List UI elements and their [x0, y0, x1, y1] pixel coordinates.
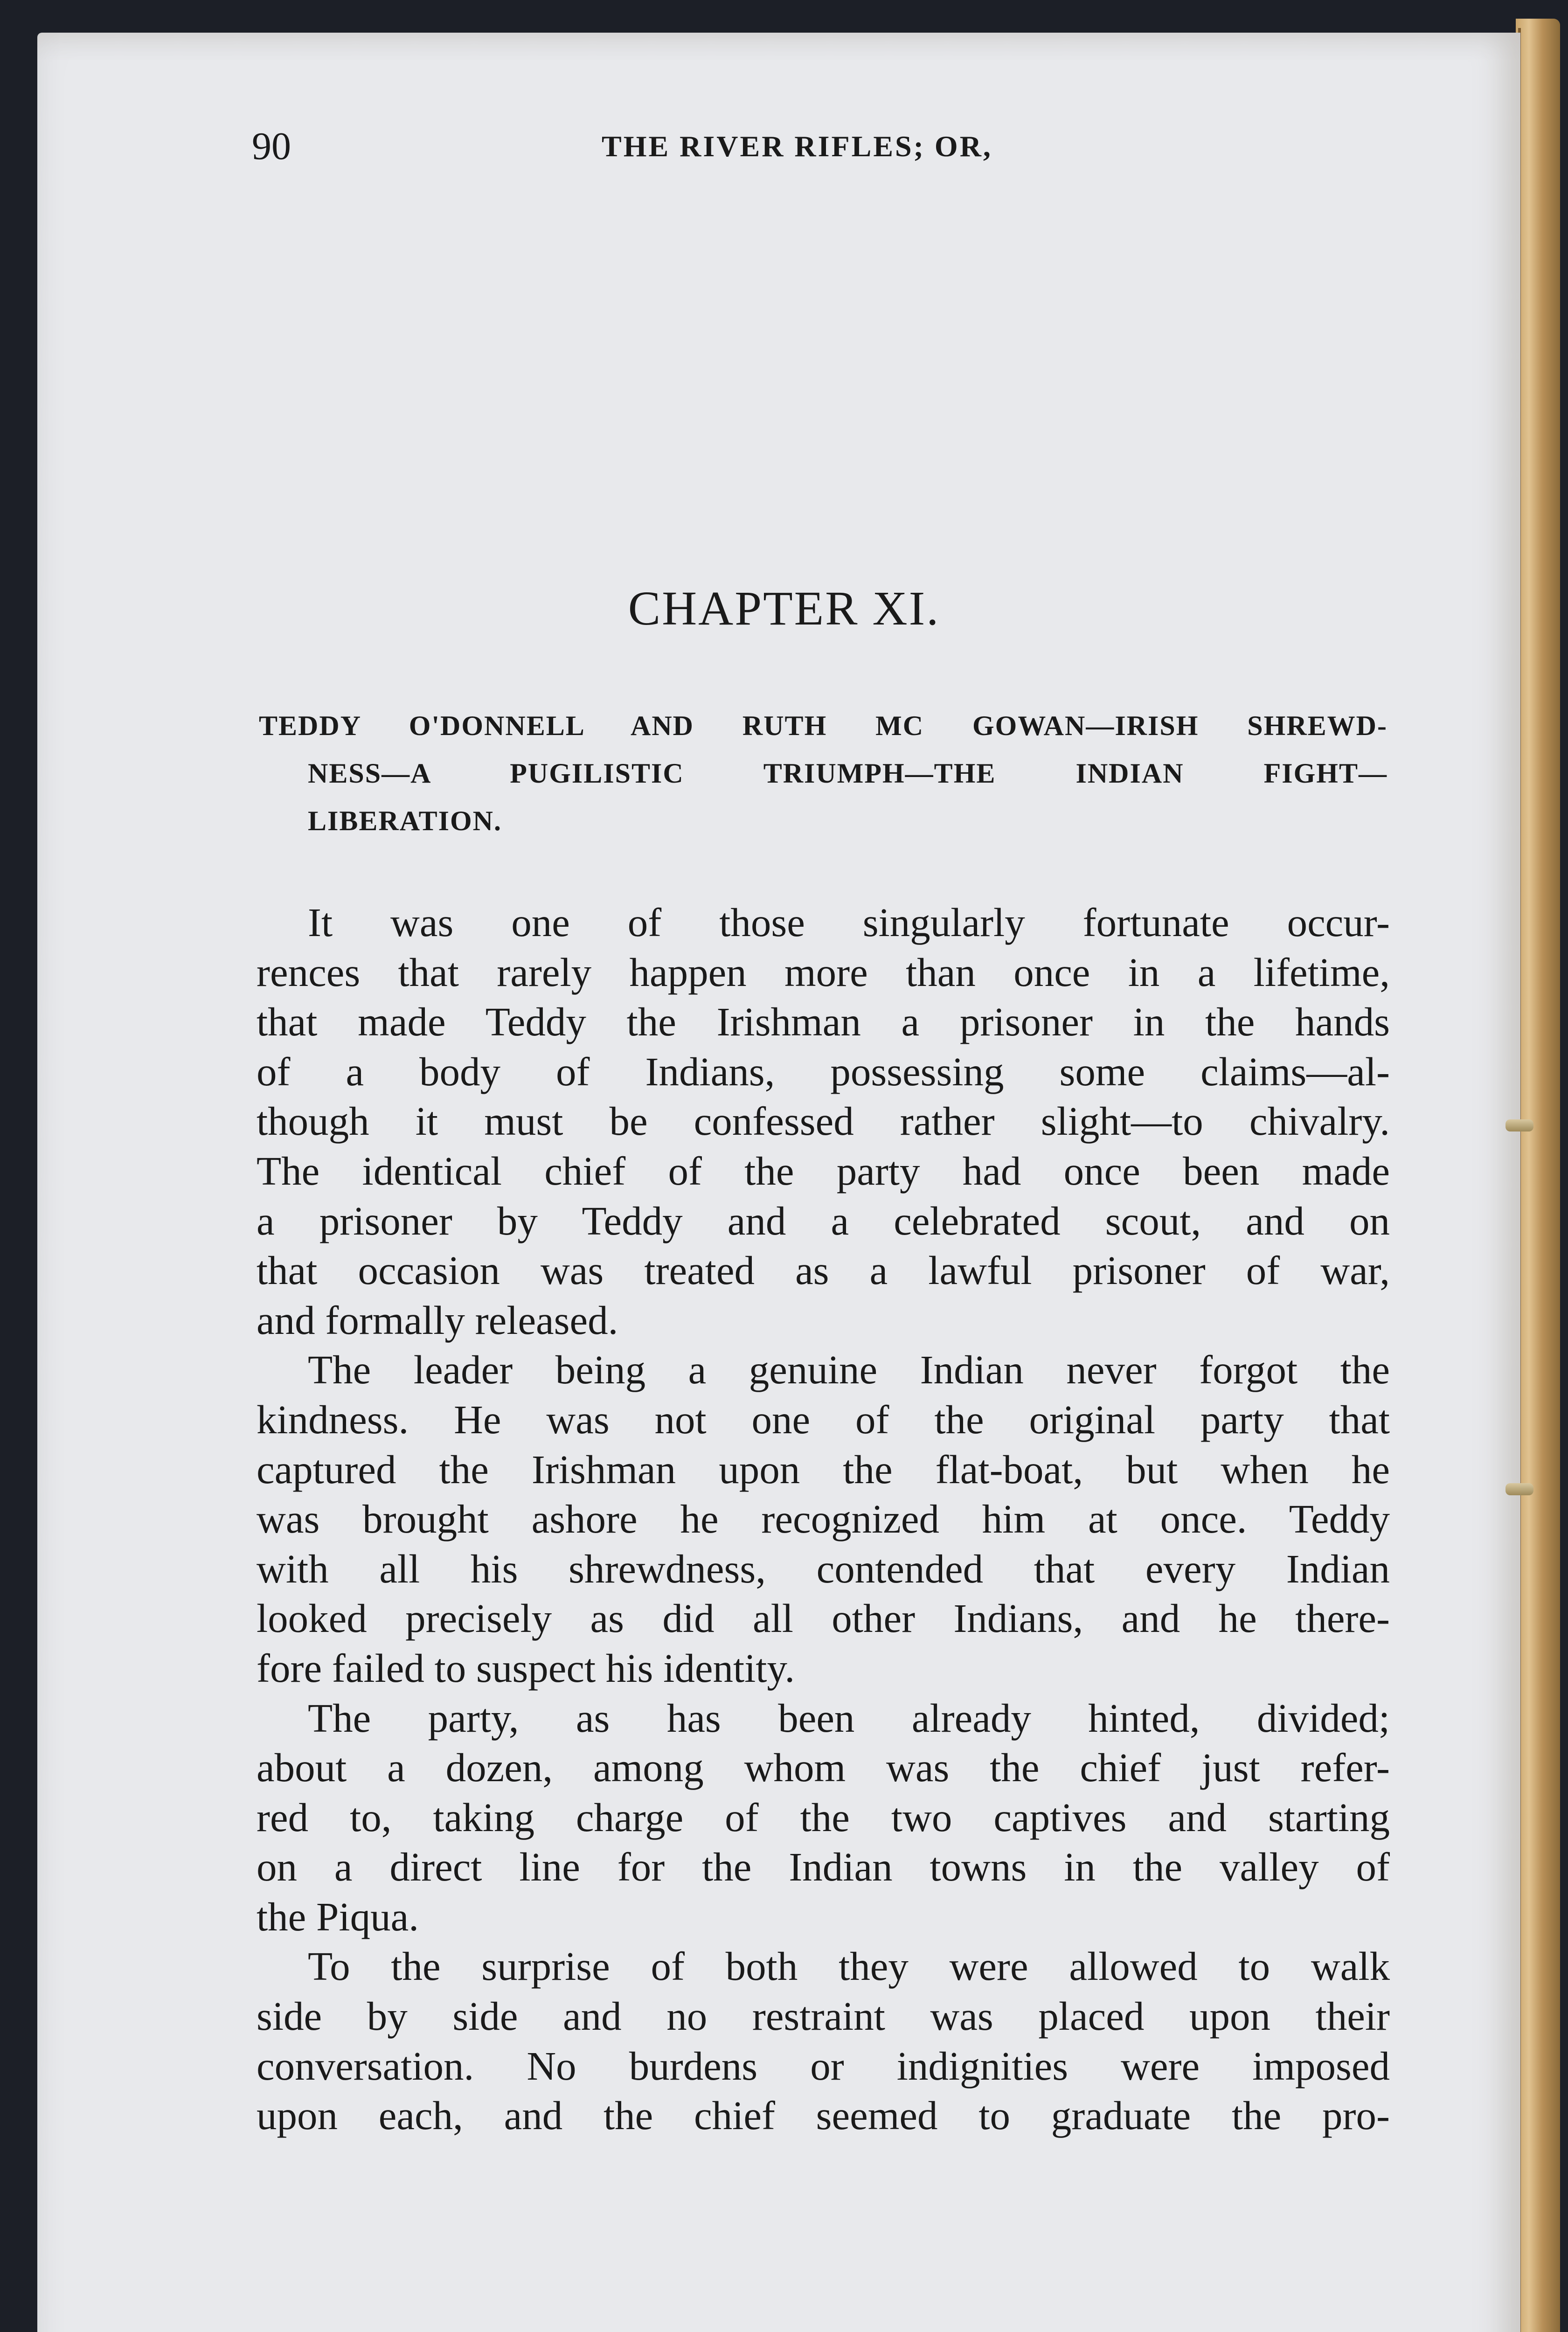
text-line: on a direct line for the Indian towns in the valley of: [257, 1844, 1390, 1890]
text-line: that occasion was treated as a lawful prisoner of war,: [257, 1248, 1390, 1293]
text-line: The party, as has been already hinted, divided;: [308, 1695, 1390, 1741]
text-line: kindness. He was not one of the original party that: [257, 1396, 1390, 1442]
text-line: of a body of Indians, possessing some claims—al-: [257, 1048, 1390, 1094]
synopsis-line: TEDDY O'DONNELL AND RUTH MC GOWAN—IRISH SHREWD-: [259, 710, 1388, 741]
text-line: about a dozen, among whom was the chief just refer-: [257, 1745, 1390, 1791]
text-line: red to, taking charge of the two captives and starting: [257, 1794, 1390, 1840]
text-line: upon each, and the chief seemed to graduate the pro-: [257, 2093, 1390, 2138]
text-line: that made Teddy the Irishman a prisoner in the hands: [257, 999, 1390, 1045]
text-line: and formally released.: [257, 1297, 618, 1343]
text-line: The identical chief of the party had once been made: [257, 1148, 1390, 1194]
binding-stitch: [1506, 1119, 1533, 1131]
synopsis-line: NESS—A PUGILISTIC TRIUMPH—THE INDIAN FIGHT—: [308, 758, 1388, 789]
running-title: THE RIVER RIFLES; OR,: [602, 130, 992, 163]
synopsis-line: LIBERATION.: [308, 805, 502, 836]
chapter-title: CHAPTER XI.: [628, 582, 940, 635]
page-header: [0, 124, 1568, 175]
text-line: looked precisely as did all other Indians, and he there-: [257, 1596, 1390, 1641]
text-line: To the surprise of both they were allowed to walk: [308, 1943, 1390, 1989]
text-line: the Piqua.: [257, 1894, 419, 1939]
text-line: conversation. No burdens or indignities were imposed: [257, 2043, 1390, 2089]
text-line: rences that rarely happen more than once in a lifetime,: [257, 949, 1390, 995]
text-line: It was one of those singularly fortunate occur-: [308, 900, 1390, 945]
chapter-synopsis: [259, 702, 1388, 845]
binding-stitch: [1506, 1483, 1533, 1495]
text-line: a prisoner by Teddy and a celebrated scout, and on: [257, 1198, 1390, 1243]
text-line: fore failed to suspect his identity.: [257, 1645, 795, 1691]
text-line: captured the Irishman upon the flat-boat, but when he: [257, 1446, 1390, 1492]
text-line: with all his shrewdness, contended that every Indian: [257, 1546, 1390, 1591]
text-line: side by side and no restraint was placed upon their: [257, 1993, 1390, 2039]
text-line: The leader being a genuine Indian never forgot the: [308, 1347, 1390, 1393]
text-line: though it must be confessed rather slight—to chivalry.: [257, 1098, 1390, 1144]
page-number: 90: [252, 125, 291, 168]
body-text: [257, 898, 1390, 2141]
page-edge: [1516, 19, 1560, 2332]
text-line: was brought ashore he recognized him at once. Teddy: [257, 1496, 1390, 1542]
